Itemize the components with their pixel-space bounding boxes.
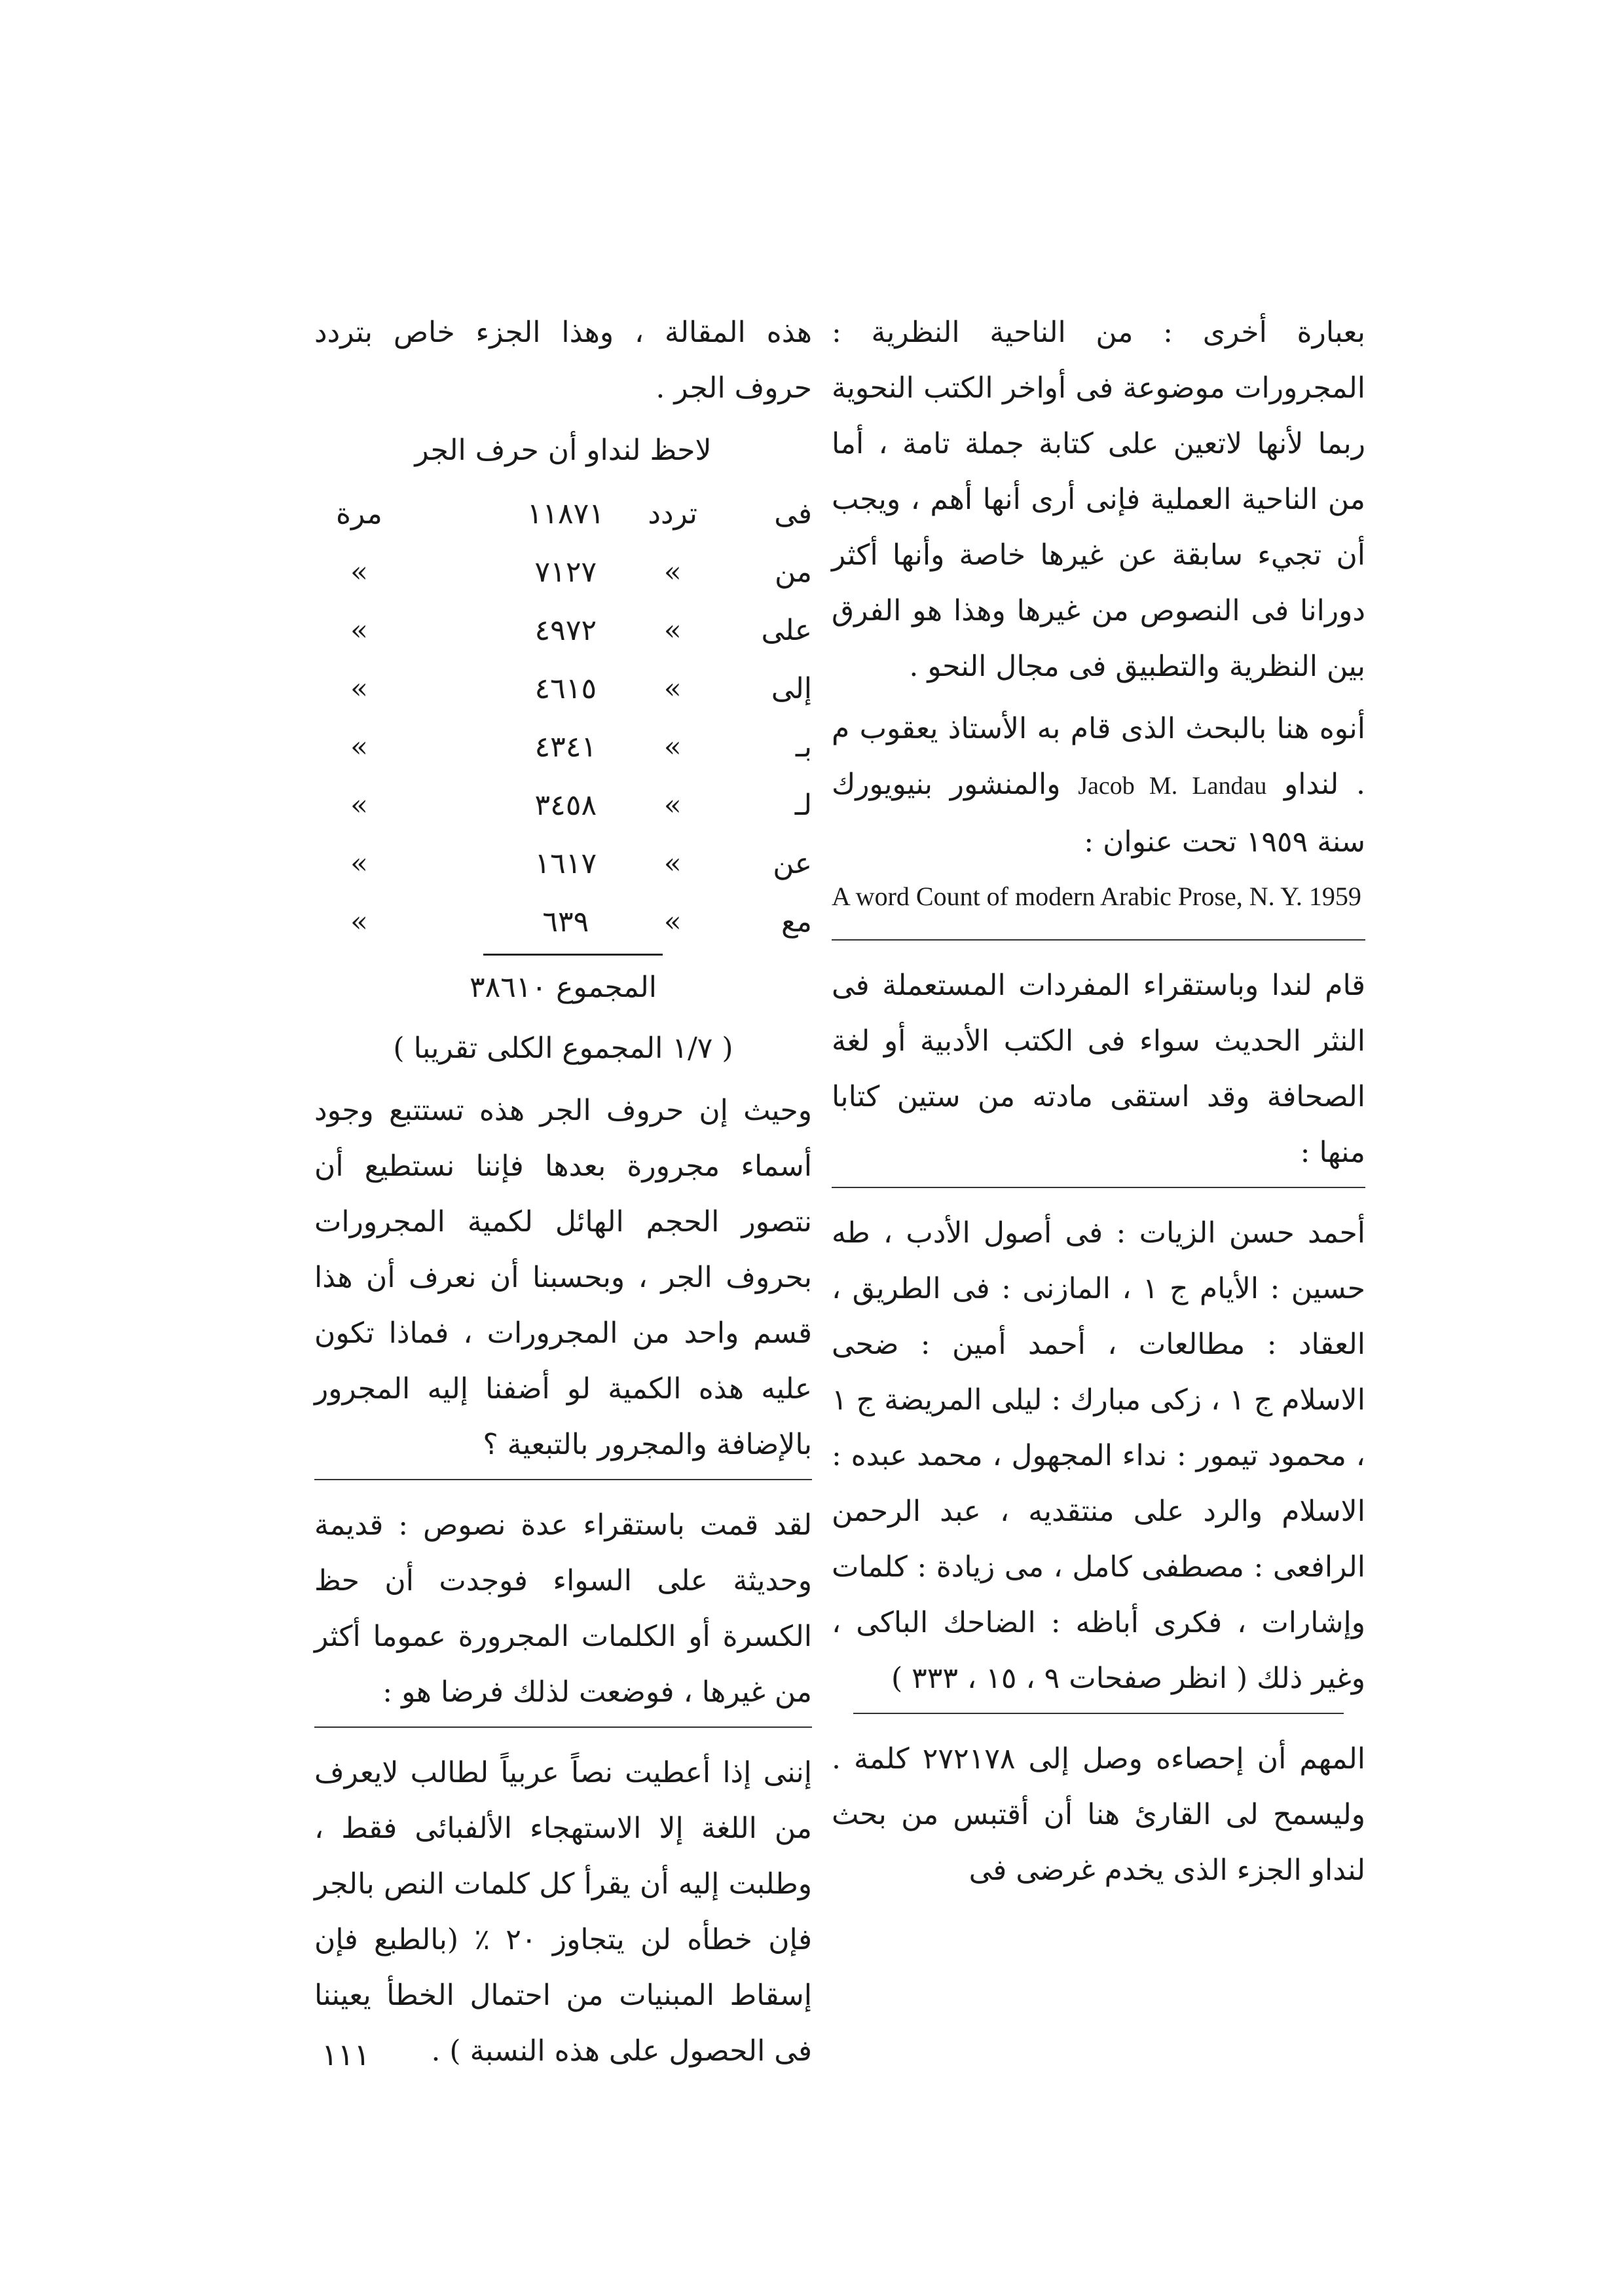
spacer [404,834,504,893]
paragraph: وحيث إن حروف الجر هذه تستتبع وجود أسماء مجرورة بعدها فإننا نستطيع أن نتصور الحجم الهائل لكمية المجرورات بحروف الجر ، وبحسبنا أن نعرف أن هذا قسم واحد من المجرورات ، فماذا تكون عليه هذه الكمية لو أضفنا إليه المجرور بالإضافة والمجرور بالتبعية ؟ [314,1094,812,1461]
total-value: ٣٨٦١٠ [469,971,547,1004]
table-row [314,893,812,951]
divider [832,939,1365,941]
table-intro: لاحظ لنداو أن حرف الجر [415,434,712,467]
paragraph: بعبارة أخرى : من الناحية النظرية : المجرورات موضوعة فى أواخر الكتب النحوية ربما لأنها لاتعين على كتابة جملة تامة ، أما من الناحية العملية فإنى أرى أنها أهم ، ويجب أن تجيء سابقة عن غيرها خاصة وأنها أكثر دورانا فى النصوص من غيرها وهذا هو الفرق بين النظرية والتطبيق فى مجال النحو . [832,316,1365,683]
spacer [404,543,504,601]
preposition: لـ [794,789,812,822]
preposition: مع [781,905,812,939]
paragraph: المهم أن إحصاءه وصل إلى ٢٧٢١٧٨ كلمة . وليسمح لى القارئ هنا أن أقتبس من بحث لنداو الجزء الذى يخدم غرضى فى [832,1742,1365,1887]
paragraph-text: والمنشور بنيويورك سنة ١٩٥٩ تحت عنوان : [832,768,1365,859]
spacer [404,893,504,951]
divider [853,1713,1344,1714]
ditto-mark: » [663,905,682,939]
ditto-mark: » [350,905,368,939]
ditto-mark: » [663,789,682,822]
preposition: عن [773,847,812,880]
preposition: على [761,614,812,647]
frequency-table [314,485,812,951]
ditto-mark: » [350,847,368,880]
divider [314,1479,812,1480]
spacer [404,718,504,776]
right-column [832,305,1365,1905]
spacer [404,660,504,718]
count: ١٦١٧ [534,847,597,880]
table-note: ( ١/٧ المجموع الكلى تقريبا ) [393,1032,733,1065]
divider [314,1726,812,1728]
count: ٤٩٧٢ [534,614,597,647]
page-number: ١١١ [321,2037,371,2072]
preposition: من [774,555,812,589]
frequency-label: تردد [648,497,698,531]
ditto-mark: » [350,614,368,647]
paragraph: قام لندا وباستقراء المفردات المستعملة فى النثر الحديث سواء فى الكتب الأدبية أو لغة الصحافة وقد استقى مادته من ستين كتابا منها : [832,969,1365,1169]
paragraph: أحمد حسن الزيات : فى أصول الأدب ، طه حسين : الأيام ج ١ ، المازنى : فى الطريق ، العقاد : مطالعات ، أحمد أمين : ضحى الاسلام ج ١ ، زكى مبارك : ليلى المريضة ج ١ ، محمود تيمور : نداء المجهول ، محمد عبده : الاسلام والرد على منتقديه ، عبد الرحمن الرافعى : مصطفى كامل ، مى زيادة : كلمات وإشارات ، فكرى أباظه : الضاحك الباكى ، وغير ذلك ( انظر صفحات ٩ ، ١٥ ، ٣٣٣ ) [832,1216,1366,1695]
table-row [314,660,812,718]
unit-label: مرة [335,497,382,531]
ditto-mark: » [350,730,368,764]
count: ٤٦١٥ [534,672,597,705]
sum-rule [483,954,663,956]
count: ٦٣٩ [542,905,589,939]
paragraph: لقد قمت باستقراء عدة نصوص : قديمة وحديثة على السواء فوجدت أن حظ الكسرة أو الكلمات المجرورة عموما أكثر من غيرها ، فوضعت لذلك فرضا هو : [314,1508,812,1709]
ditto-mark: » [663,730,682,764]
book-title-english: A word Count of modern Arabic Prose, N. Y. 1959 [832,882,1361,911]
table-row [314,718,812,776]
ditto-mark: » [663,555,682,589]
paragraph: هذه المقالة ، وهذا الجزء خاص بتردد حروف الجر . [314,316,812,405]
table-row [314,834,812,893]
spacer [404,776,504,834]
author-name-latin: Jacob M. Landau [1078,772,1267,800]
ditto-mark: » [663,614,682,647]
preposition: فى [774,497,812,531]
ditto-mark: » [350,672,368,705]
table-row [314,776,812,834]
preposition: إلى [771,672,812,705]
ditto-mark: » [350,555,368,589]
ditto-mark: » [350,789,368,822]
spacer [404,601,504,660]
ditto-mark: » [663,672,682,705]
count: ٤٣٤١ [534,730,597,764]
table-row [314,543,812,601]
total-label: المجموع [556,971,657,1004]
paragraph-text: أنوه هنا بالبحث الذى قام به الأستاذ يعقوب م . لنداو [832,712,1365,801]
spacer [404,485,504,543]
left-column [314,305,812,2085]
paragraph [832,701,1365,870]
count: ٣٤٥٨ [534,789,597,822]
divider [832,1187,1365,1188]
table-row [314,485,812,543]
table-row [314,601,812,660]
paragraph: إننى إذا أعطيت نصاً عربياً لطالب لايعرف من اللغة إلا الاستهجاء الألفبائى فقط ، وطلبت إليه أن يقرأ كل كلمات النص بالجر فإن خطأه لن يتجاوز ٢٠ ٪ (بالطبع فإن إسقاط المبنيات من احتمال الخطأ يعيننا فى الحصول على هذه النسبة ) . [314,1756,812,2068]
ditto-mark: » [663,847,682,880]
count: ١١٨٧١ [526,497,604,531]
preposition: بـ [795,730,812,764]
count: ٧١٢٧ [534,555,597,589]
table-total [314,960,812,1015]
